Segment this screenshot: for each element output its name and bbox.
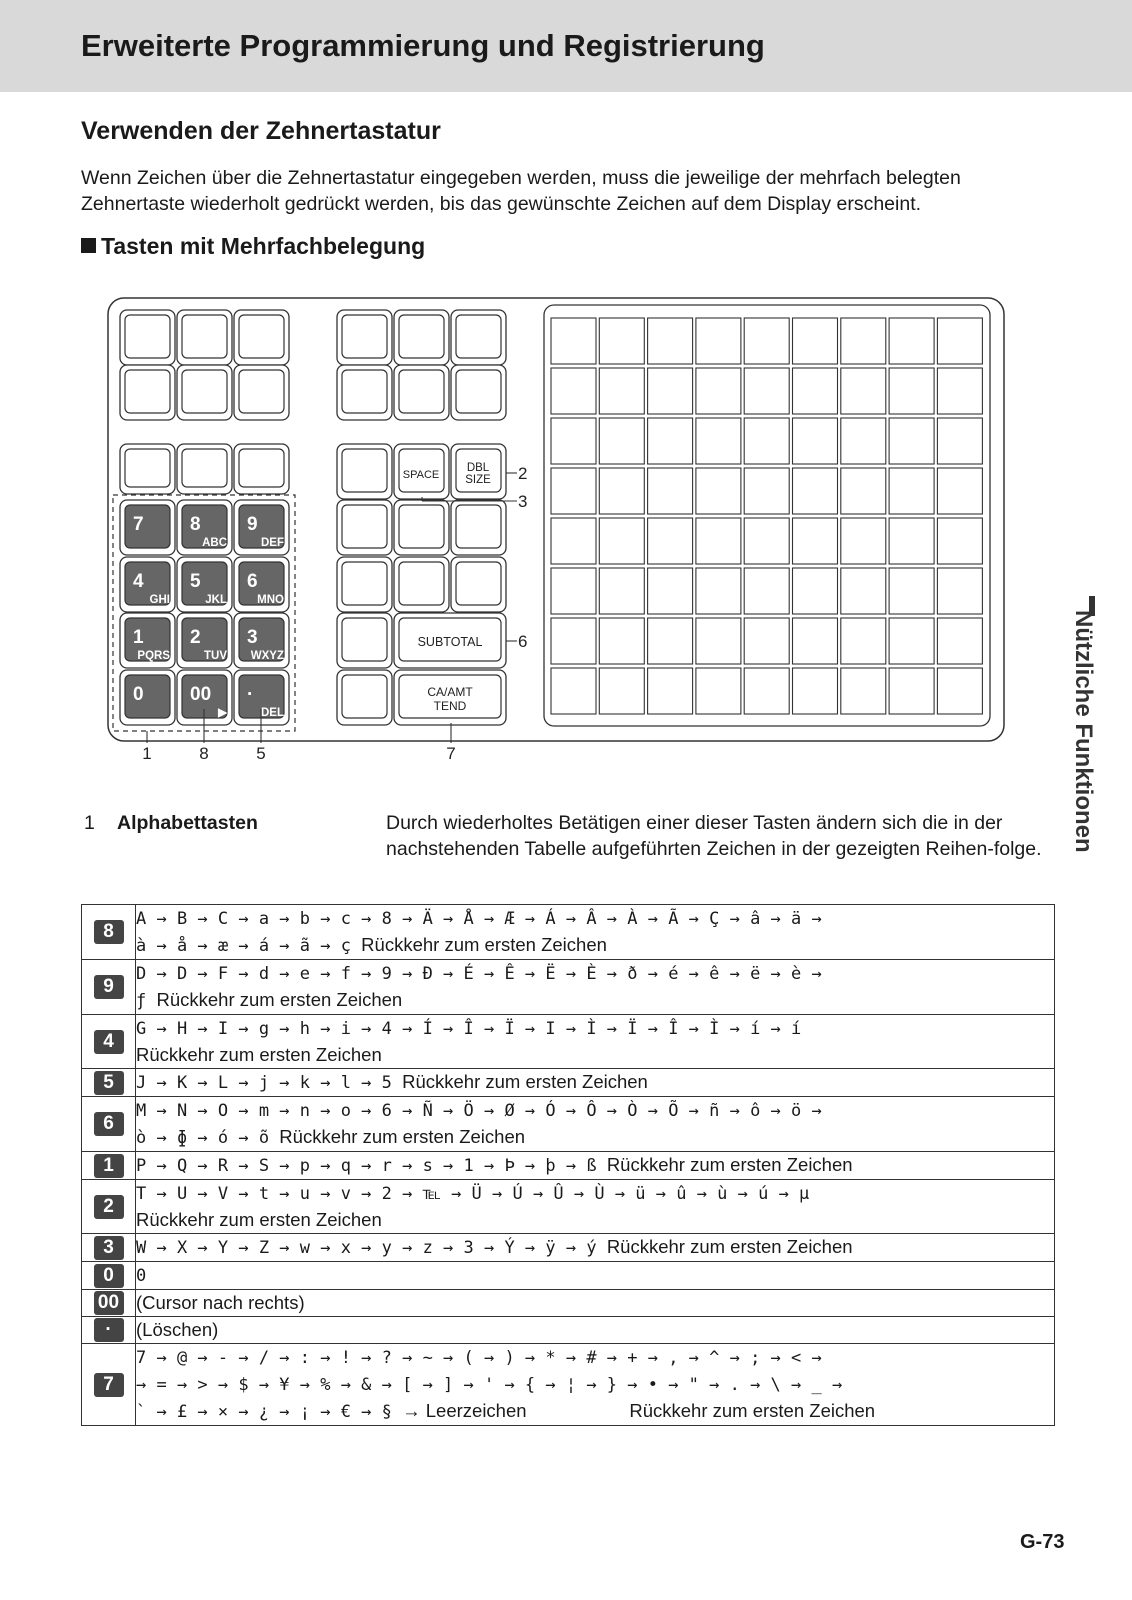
- department-key: [744, 418, 789, 464]
- key-badge: 9: [94, 975, 124, 999]
- department-key: [599, 618, 644, 664]
- key-badge: 3: [94, 1236, 124, 1260]
- numpad-key-label: 8: [190, 514, 201, 535]
- table-row: [82, 1290, 1055, 1317]
- blank-key: [125, 449, 170, 487]
- key-cell: [82, 960, 136, 1015]
- blank-key: [342, 675, 387, 718]
- key-cell: [82, 1344, 136, 1426]
- numpad-key-label: 3: [247, 627, 258, 648]
- numpad-key-sublabel: MNO: [257, 594, 284, 606]
- department-key: [937, 418, 982, 464]
- square-bullet-icon: [81, 238, 96, 253]
- sequence-line: [136, 1207, 1054, 1233]
- department-key: [599, 468, 644, 514]
- department-key: [793, 318, 838, 364]
- blank-key: [182, 315, 227, 358]
- sequence-line: [136, 1398, 1054, 1425]
- callout-number-3: 3: [518, 492, 528, 511]
- department-key: [841, 668, 886, 714]
- numpad-key-sublabel: WXYZ: [250, 650, 284, 662]
- table-row: [82, 1262, 1055, 1290]
- numpad-key-sublabel: DEL: [261, 707, 284, 719]
- description-number: 1: [84, 812, 95, 834]
- department-key: [551, 518, 596, 564]
- blank-key: [125, 315, 170, 358]
- sequence-line: [136, 1317, 1054, 1343]
- department-key: [744, 468, 789, 514]
- character-table: [81, 904, 1055, 1426]
- department-key: [551, 468, 596, 514]
- callout-number-7: 7: [446, 744, 456, 763]
- department-key: [889, 318, 934, 364]
- keyboard-diagram: [107, 297, 1007, 772]
- numpad-key-sublabel: PQRS: [137, 650, 170, 662]
- department-key: [889, 668, 934, 714]
- blank-key: [456, 370, 501, 413]
- sequence-line: [136, 1069, 1054, 1096]
- department-key: [648, 568, 693, 614]
- key-cell: [82, 1262, 136, 1290]
- table-row: [82, 1234, 1055, 1262]
- sequence-note: Rückkehr zum ersten Zeichen: [136, 1044, 382, 1065]
- callout-number-1: 1: [142, 744, 152, 763]
- department-key: [599, 568, 644, 614]
- department-key: [599, 418, 644, 464]
- table-row: [82, 1097, 1055, 1152]
- sequence-cell: [136, 1180, 1055, 1234]
- sequence-cell: [136, 1069, 1055, 1097]
- blank-key: [342, 370, 387, 413]
- character-sequence: A → B → C → a → b → c → 8 → Ä → Å → Æ → Á → Â → À → Ã → Ç → â → ä →: [136, 909, 822, 929]
- sequence-cell: [136, 1317, 1055, 1344]
- key-badge: 1: [94, 1154, 124, 1178]
- department-key: [696, 468, 741, 514]
- blank-key: [239, 449, 284, 487]
- sequence-cell: [136, 1262, 1055, 1290]
- sequence-cell: [136, 1344, 1055, 1426]
- key-cell: [82, 1317, 136, 1344]
- numpad-key-label: ·: [247, 684, 254, 705]
- blank-key: [456, 562, 501, 605]
- numpad-key-label: 2: [190, 627, 201, 648]
- sequence-line: [136, 1344, 1054, 1371]
- sequence-line: [136, 1015, 1054, 1042]
- key-cell: [82, 1069, 136, 1097]
- page-title: Erweiterte Programmierung und Registrierung: [81, 28, 765, 63]
- department-key: [648, 368, 693, 414]
- blank-key: [399, 315, 444, 358]
- callout-number-6: 6: [518, 632, 528, 651]
- key-cell: [82, 1180, 136, 1234]
- blank-key: [399, 370, 444, 413]
- department-key: [841, 468, 886, 514]
- character-sequence: 7 → @ → - → / → : → ! → ? → ~ → ( → ) → * → # → + → , → ^ → ; → < →: [136, 1348, 822, 1368]
- sequence-line: [136, 1124, 1054, 1151]
- blank-key: [342, 449, 387, 492]
- sequence-note: Rückkehr zum ersten Zeichen: [402, 1071, 648, 1092]
- table-row: [82, 1317, 1055, 1344]
- sequence-note: Rückkehr zum ersten Zeichen: [136, 1209, 382, 1230]
- sequence-line: [136, 987, 1054, 1014]
- sequence-line: [136, 932, 1054, 959]
- page-number: G-73: [1020, 1531, 1065, 1553]
- key-badge: 2: [94, 1195, 124, 1219]
- table-row: [82, 1152, 1055, 1180]
- blank-key: [399, 505, 444, 548]
- department-key: [841, 418, 886, 464]
- numpad-key-label: 1: [133, 627, 144, 648]
- department-key: [889, 468, 934, 514]
- sequence-line: [136, 1152, 1054, 1179]
- key-cell: [82, 1290, 136, 1317]
- blank-key: [342, 315, 387, 358]
- department-key: [744, 618, 789, 664]
- department-key: [937, 468, 982, 514]
- key-cell: [82, 1152, 136, 1180]
- sequence-line: [136, 905, 1054, 932]
- table-row: [82, 1015, 1055, 1069]
- key-cell: [82, 905, 136, 960]
- department-key: [937, 618, 982, 664]
- side-tab-label: Nützliche Funktionen: [1070, 610, 1097, 853]
- section-title: Verwenden der Zehnertastatur: [81, 117, 441, 145]
- sequence-note: Rückkehr zum ersten Zeichen: [279, 1126, 526, 1147]
- department-key: [937, 568, 982, 614]
- department-key: [744, 368, 789, 414]
- key-badge: 8: [94, 920, 124, 944]
- sequence-line: [136, 1097, 1054, 1124]
- numpad-key-sublabel: ▶: [218, 707, 227, 719]
- numpad-key-sublabel: DEF: [261, 537, 284, 549]
- sequence-line: [136, 1371, 1054, 1398]
- table-row: [82, 1344, 1055, 1426]
- department-key: [937, 318, 982, 364]
- numpad-key-label: 5: [190, 571, 201, 592]
- sequence-note: Rückkehr zum ersten Zeichen: [606, 1154, 853, 1175]
- character-sequence: W → X → Y → Z → w → x → y → z → 3 → Ý → ÿ → ý: [136, 1238, 607, 1258]
- numpad-key-label: 6: [247, 571, 258, 592]
- sequence-cell: [136, 960, 1055, 1015]
- sequence-line: [136, 1290, 1054, 1316]
- sequence-cell: [136, 1152, 1055, 1180]
- character-sequence: à → å → æ → á → ã → ç: [136, 936, 362, 956]
- sequence-cell: [136, 1097, 1055, 1152]
- blank-key: [182, 449, 227, 487]
- ca-amt-key-label: CA/AMT: [427, 685, 473, 699]
- department-key: [841, 568, 886, 614]
- key-badge: 00: [94, 1291, 124, 1315]
- space-key-label: SPACE: [402, 469, 440, 481]
- numpad-key-label: 00: [190, 684, 212, 705]
- key-badge: 7: [94, 1373, 124, 1397]
- department-key: [937, 668, 982, 714]
- department-key: [889, 418, 934, 464]
- character-sequence: 0: [136, 1266, 147, 1286]
- department-key: [551, 568, 596, 614]
- callout-number-2: 2: [518, 464, 528, 483]
- intro-paragraph: Wenn Zeichen über die Zehnertastatur eingegeben werden, muss die jeweilige der mehrfach belegten Zehnertaste wiederholt gedrückt werden, bis das gewünschte Zeichen auf dem Display erscheint.: [81, 167, 961, 215]
- blank-key: [342, 505, 387, 548]
- numpad-key-sublabel: ABC: [202, 537, 227, 549]
- character-sequence: → = → > → $ → ¥ → % → & → [ → ] → ' → { → ¦ → } → • → " → . → \ → _ →: [136, 1375, 843, 1395]
- blank-key: [456, 315, 501, 358]
- table-row: [82, 905, 1055, 960]
- sequence-note: Rückkehr zum ersten Zeichen: [156, 989, 403, 1010]
- department-key: [551, 318, 596, 364]
- department-key: [889, 368, 934, 414]
- subsection-title: Tasten mit Mehrfachbelegung: [101, 233, 426, 259]
- department-key: [648, 468, 693, 514]
- callout-number-5: 5: [256, 744, 266, 763]
- sequence-note: Rückkehr zum ersten Zeichen: [361, 934, 607, 955]
- sequence-note: Rückkehr zum ersten Zeichen: [606, 1236, 853, 1257]
- sequence-line: [136, 1234, 1054, 1261]
- blank-key: [399, 562, 444, 605]
- sequence-cell: [136, 1015, 1055, 1069]
- sequence-note: → Leerzeichen Rückkehr zum ersten Zeichen: [402, 1400, 876, 1421]
- department-key: [696, 568, 741, 614]
- table-row: [82, 1180, 1055, 1234]
- key-badge: 6: [94, 1112, 124, 1136]
- blank-key: [456, 505, 501, 548]
- department-key: [889, 518, 934, 564]
- department-key: [793, 418, 838, 464]
- department-key: [648, 518, 693, 564]
- department-key: [696, 668, 741, 714]
- numpad-key-sublabel: GHI: [149, 594, 170, 606]
- department-key: [599, 318, 644, 364]
- key-badge: 4: [94, 1030, 124, 1054]
- blank-key: [239, 370, 284, 413]
- subtotal-key-label: SUBTOTAL: [417, 635, 483, 649]
- description-text: Durch wiederholtes Betätigen einer dieser Tasten ändern sich die in der nachstehenden Tabelle aufgeführten Zeichen in der gezeigten Reihen-folge.: [386, 812, 1042, 860]
- department-key: [889, 618, 934, 664]
- department-key: [937, 518, 982, 564]
- department-key: [793, 618, 838, 664]
- department-key: [599, 668, 644, 714]
- dbl-size-key-label: DBL: [466, 462, 490, 474]
- ca-amt-key-label: TEND: [433, 699, 467, 713]
- sequence-note: (Cursor nach rechts): [136, 1292, 305, 1313]
- department-key: [551, 418, 596, 464]
- table-row: [82, 960, 1055, 1015]
- character-sequence: D → D → F → d → e → f → 9 → Đ → É → Ê → Ë → È → ð → é → ê → ë → è →: [136, 964, 822, 984]
- character-sequence: M → N → O → m → n → o → 6 → Ñ → Ö → Ø → Ó → Ô → Ò → Õ → ñ → ô → ö →: [136, 1101, 822, 1121]
- blank-key: [342, 562, 387, 605]
- character-sequence: G → H → I → g → h → i → 4 → Í → Î → Ï → I → Ì → Ï → Î → Ì → í → í: [136, 1019, 802, 1039]
- dbl-size-key-label: SIZE: [465, 474, 491, 486]
- blank-key: [125, 370, 170, 413]
- character-sequence: J → K → L → j → k → l → 5: [136, 1073, 403, 1093]
- description-term: Alphabettasten: [117, 812, 258, 834]
- department-key: [841, 518, 886, 564]
- department-key: [937, 368, 982, 414]
- department-key: [744, 668, 789, 714]
- numpad-key-label: 7: [133, 514, 144, 535]
- key-badge: ·: [94, 1318, 124, 1342]
- blank-key: [182, 370, 227, 413]
- numpad-key-label: 4: [133, 571, 144, 592]
- character-sequence: P → Q → R → S → p → q → r → s → 1 → Þ → þ → ß: [136, 1156, 607, 1176]
- department-key: [889, 568, 934, 614]
- department-key: [648, 618, 693, 664]
- department-key: [793, 568, 838, 614]
- sequence-line: [136, 960, 1054, 987]
- key-cell: [82, 1015, 136, 1069]
- numpad-key-label: 0: [133, 684, 144, 705]
- department-key: [599, 518, 644, 564]
- department-key: [551, 368, 596, 414]
- department-key: [793, 468, 838, 514]
- table-row: [82, 1069, 1055, 1097]
- department-key: [841, 318, 886, 364]
- numpad-key-sublabel: JKL: [205, 594, 227, 606]
- department-key: [696, 618, 741, 664]
- sequence-cell: [136, 1290, 1055, 1317]
- sequence-cell: [136, 905, 1055, 960]
- sequence-line: [136, 1042, 1054, 1068]
- department-key: [841, 368, 886, 414]
- numpad-key-7: [125, 505, 170, 548]
- key-cell: [82, 1097, 136, 1152]
- department-key: [744, 318, 789, 364]
- character-sequence: ò → ɸ → ó → õ: [136, 1128, 280, 1148]
- department-key: [551, 668, 596, 714]
- department-key: [793, 368, 838, 414]
- department-key: [648, 418, 693, 464]
- blank-key: [239, 315, 284, 358]
- blank-key: [342, 618, 387, 661]
- sequence-line: [136, 1180, 1054, 1207]
- key-badge: 0: [94, 1264, 124, 1288]
- character-sequence: T → U → V → t → u → v → 2 → ℡ → Ü → Ú → Û → Ù → ü → û → ù → ú → µ: [136, 1184, 810, 1204]
- department-key: [696, 518, 741, 564]
- numpad-key-label: 9: [247, 514, 258, 535]
- department-key: [648, 318, 693, 364]
- numpad-key-sublabel: TUV: [204, 650, 227, 662]
- department-key: [841, 618, 886, 664]
- key-badge: 5: [94, 1071, 124, 1095]
- subsection-heading: [81, 233, 425, 260]
- department-key: [696, 418, 741, 464]
- department-key: [793, 518, 838, 564]
- key-cell: [82, 1234, 136, 1262]
- numpad-key-0: [125, 675, 170, 718]
- character-sequence: ` → £ → × → ¿ → ¡ → € → §: [136, 1402, 403, 1422]
- character-sequence: ƒ: [136, 991, 157, 1011]
- department-key: [551, 618, 596, 664]
- sequence-cell: [136, 1234, 1055, 1262]
- sequence-line: [136, 1262, 1054, 1289]
- callout-number-8: 8: [199, 744, 209, 763]
- sequence-note: (Löschen): [136, 1319, 219, 1340]
- department-key: [793, 668, 838, 714]
- department-key: [744, 568, 789, 614]
- department-key: [648, 668, 693, 714]
- department-key: [696, 368, 741, 414]
- department-key: [696, 318, 741, 364]
- department-key: [599, 368, 644, 414]
- department-key: [744, 518, 789, 564]
